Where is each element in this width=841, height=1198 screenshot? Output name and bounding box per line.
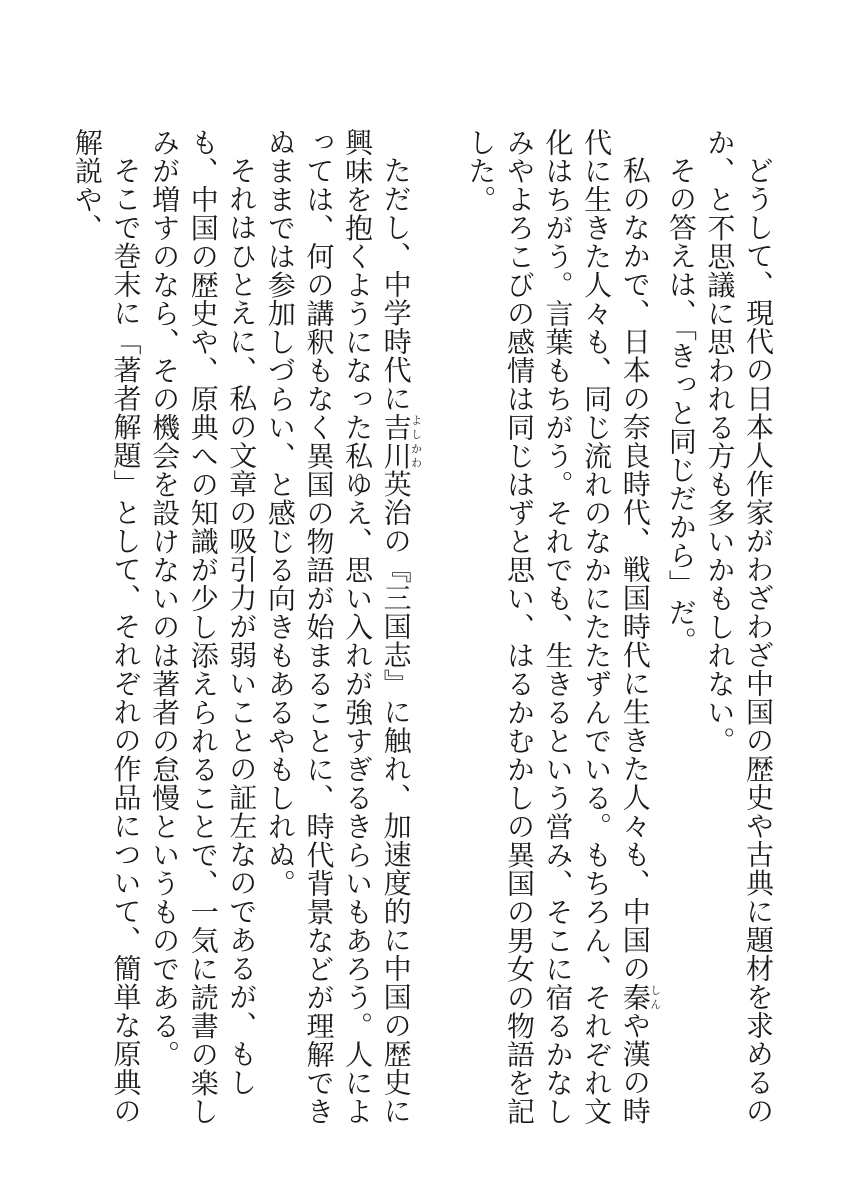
paragraph-6: そこで巻末に「著者解題」として、それぞれの作品について、簡単な原典の解説や、	[70, 128, 143, 1125]
paragraph-4	[260, 128, 422, 1128]
paragraph-4-part-b: 英治の『三国志』に触れ、加速度的に中国の歴史に興味を抱くようになった私ゆえ、思い入れが強すぎるきらいもあろう。人によっては、何の講釈もなく異国の物語が始まることに、時代背景などが理解できぬままでは参加しづらい、と感じる向きもあるやもしれぬ。	[263, 128, 413, 1126]
paragraph-1: どうして、現代の日本人作家がわざわざ中国の歴史や古典に題材を求めるのか、と不思議に思われる方も多いかもしれない。	[703, 128, 775, 1125]
ruby-yoshikawa-reading: よしかわ	[409, 412, 423, 470]
paragraph-3-part-a: 私のなかで、日本の奈良時代、戦国時代に生きた人々も、中国の	[618, 156, 652, 983]
ruby-shin	[618, 982, 662, 1012]
paragraph-2: その答えは、「きっと同じだから」だ。	[664, 156, 698, 655]
paragraph-5: それはひとえに、私の文章の吸引力が弱いことの証左なのであるが、もしも、中国の歴史や、原典への知識が少し添えられることで、一気に読書の楽しみが増すのなら、その機会を設けないのは著者の怠慢というものである。	[148, 128, 259, 1126]
vertical-body-text	[57, 128, 777, 1128]
ruby-shin-reading: しん	[648, 982, 662, 1011]
paragraph-4-part-a: ただし、中学時代に	[379, 156, 413, 413]
ruby-yoshikawa	[379, 412, 423, 470]
ruby-shin-base: 秦	[618, 982, 652, 1011]
paragraph-3-part-b: や漢の時代に生きた人々も、同じ流れのなかにたたずんでいる。もちろん、それぞれ文化はちがう。言葉もちがう。それでも、生きるという営み、そこに宿るかなしみやよろこびの感情は同じはずと思い、はるかむかしの異国の男女の物語を記した。	[464, 128, 652, 1126]
paragraph-separator	[422, 128, 461, 1128]
ruby-yoshikawa-base: 吉川	[379, 412, 413, 470]
paragraph-3	[461, 128, 661, 1128]
